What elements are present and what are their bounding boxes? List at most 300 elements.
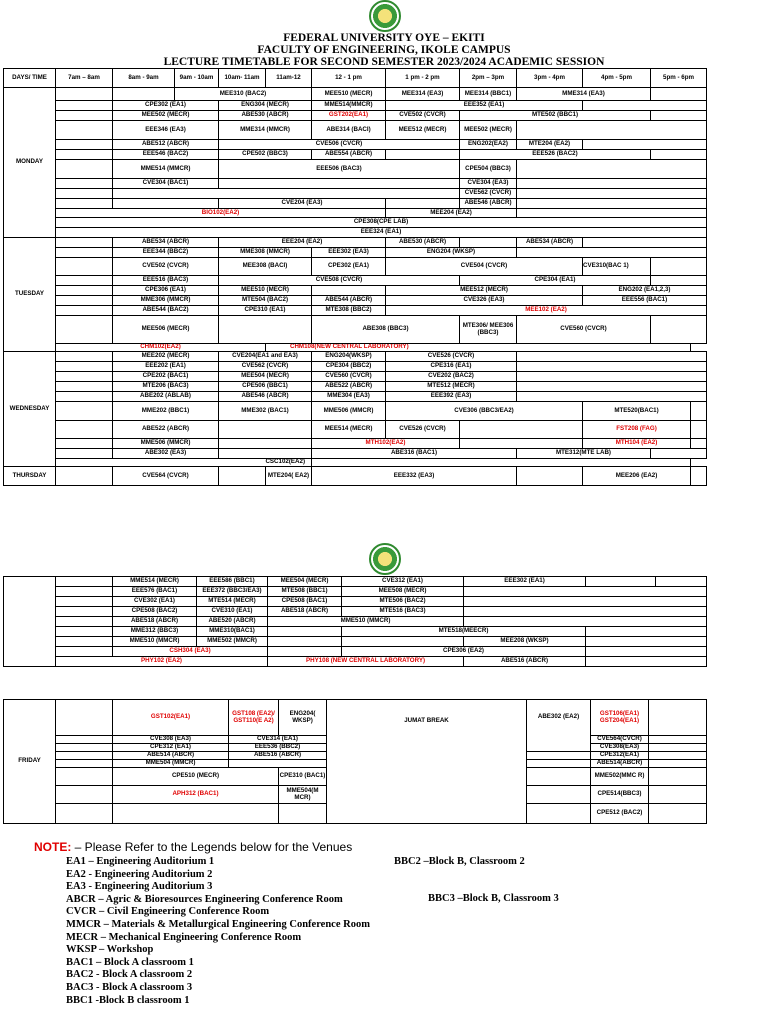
- empty-cell: [56, 402, 113, 421]
- cell: MTE514 (MECR): [197, 597, 268, 607]
- empty-cell: [656, 577, 707, 587]
- cell: MEE504 (MECR): [268, 577, 342, 587]
- cell: APH312 (BAC1): [113, 786, 279, 804]
- cell: CVE504 (CVCR): [386, 258, 583, 276]
- table-row: [4, 101, 707, 111]
- cell: MTE504 (BAC2): [219, 296, 312, 306]
- cell: MME312 (BBC3): [113, 627, 197, 637]
- cell: ABE546 (ABCR): [219, 392, 312, 402]
- empty-cell: [56, 121, 113, 140]
- cell: ENG202(EA2): [460, 140, 517, 150]
- university-logo: [369, 0, 401, 32]
- cell: MME504(M MCR): [279, 786, 327, 804]
- cell: CPE312 (EA1): [113, 744, 229, 752]
- table-row: [4, 362, 707, 372]
- empty-cell: [113, 189, 460, 199]
- legend-item: BAC2 - Block A classroom 2: [66, 969, 193, 981]
- col-header: 9am - 10am: [175, 69, 219, 88]
- cell: CVE308 (EA3): [113, 736, 229, 744]
- cell: EEE202 (EA1): [113, 362, 219, 372]
- day-label: FRIDAY: [4, 700, 56, 824]
- empty-cell: [517, 160, 707, 179]
- cell: MEE310 (BAC2): [175, 88, 312, 101]
- cell: CPE310 (EA1): [219, 306, 312, 316]
- col-header: 7am – 8am: [56, 69, 113, 88]
- table-row: [4, 276, 707, 286]
- timetable-thursday-cont: [3, 576, 707, 667]
- empty-cell: [113, 199, 219, 209]
- empty-cell: [342, 637, 464, 647]
- note-text: – Please Refer to the Legends below for the Venues: [71, 840, 353, 854]
- cell: CPE508 (BAC2): [113, 607, 197, 617]
- empty-cell: [56, 140, 113, 150]
- col-header: DAYS/ TIME: [4, 69, 56, 88]
- cell: EEE546 (BAC2): [113, 150, 219, 160]
- table-row: [4, 382, 707, 392]
- empty-cell: [649, 700, 707, 736]
- table-row: [4, 140, 707, 150]
- empty-cell: [464, 587, 707, 597]
- cell: CVE326 (EA3): [386, 296, 583, 306]
- empty-cell: [517, 248, 707, 258]
- empty-cell: [56, 752, 113, 760]
- empty-cell: [527, 804, 591, 824]
- empty-cell: [56, 700, 113, 736]
- cell: EEE302 (EA1): [464, 577, 586, 587]
- table-row: [4, 199, 707, 209]
- cell: CVE314 (EA1): [229, 736, 327, 744]
- table-row: [4, 657, 707, 667]
- empty-cell: [586, 657, 707, 667]
- empty-cell: [586, 647, 707, 657]
- legend-item: CVCR – Civil Engineering Conference Room: [66, 906, 270, 918]
- cell: MME514(MMCR): [312, 101, 386, 111]
- cell: CVE202 (BAC2): [386, 372, 517, 382]
- empty-cell: [527, 752, 591, 760]
- empty-cell: [517, 392, 707, 402]
- empty-cell: [691, 421, 707, 439]
- legend-item: MECR – Mechanical Engineering Conference Room: [66, 931, 302, 943]
- table-row: [4, 258, 707, 276]
- day-label: TUESDAY: [4, 238, 56, 352]
- cell: MME502 (MMCR): [197, 637, 268, 647]
- cell: EEE506 (BAC3): [219, 160, 460, 179]
- empty-cell: [651, 150, 707, 160]
- empty-cell: [219, 467, 266, 486]
- empty-cell: [56, 258, 113, 276]
- cell: MME302 (BAC1): [219, 402, 312, 421]
- cell: CPE302 (EA1): [312, 258, 386, 276]
- note: [34, 840, 352, 854]
- cell: CVE302 (EA1): [113, 597, 197, 607]
- cell: MEE514 (MECR): [312, 421, 386, 439]
- empty-cell: [56, 111, 113, 121]
- empty-cell: [56, 179, 113, 189]
- table-row: [4, 700, 707, 736]
- table-row: [4, 607, 707, 617]
- table-row: [4, 372, 707, 382]
- empty-cell: [386, 150, 460, 160]
- cell: MTE512 (MECR): [386, 382, 517, 392]
- legend-item: WKSP – Workshop: [66, 944, 154, 956]
- table-row: [4, 587, 707, 597]
- table-row: [4, 306, 707, 316]
- university-logo-2: [369, 543, 401, 575]
- cell: MME502(MMC R): [591, 768, 649, 786]
- cell: CVE506 (CVCR): [219, 140, 460, 150]
- empty-cell: [56, 150, 113, 160]
- cell: EEE586 (BBC1): [197, 577, 268, 587]
- cell: CVE312 (EA1): [342, 577, 464, 587]
- university-title: FEDERAL UNIVERSITY OYE – EKITI: [283, 32, 485, 44]
- cell: CPE312(EA1): [591, 752, 649, 760]
- empty-cell: [56, 577, 113, 587]
- cell: MEE102 (EA2): [386, 306, 707, 316]
- cell: MEE314 (BBC1): [460, 88, 517, 101]
- empty-cell: [651, 88, 707, 101]
- table-row: [4, 467, 707, 486]
- empty-cell: [56, 392, 113, 402]
- cell: MTE306/ MEE306 (BBC3): [460, 316, 517, 344]
- table-row: [4, 577, 707, 587]
- cell: MME310(BAC1): [197, 627, 268, 637]
- table-row: [4, 647, 707, 657]
- cell: ABE514 (ABCR): [113, 752, 229, 760]
- header-row: [4, 69, 707, 88]
- col-header: 11am-12: [266, 69, 312, 88]
- empty-cell: [229, 760, 327, 768]
- cell: ENG202 (EA1,2,3): [583, 286, 707, 296]
- cell: MTE312(MTE LAB): [517, 449, 651, 459]
- table-row: [4, 316, 707, 344]
- empty-cell: [517, 189, 707, 199]
- cell: GST108 (EA2)/ GST110(E A2): [229, 700, 279, 736]
- cell: CVE204 (EA3): [219, 199, 386, 209]
- col-header: 1 pm - 2 pm: [386, 69, 460, 88]
- legend-item: EA2 - Engineering Auditorium 2: [66, 868, 213, 880]
- empty-cell: [464, 597, 707, 607]
- cell: MTE516 (BAC3): [342, 607, 464, 617]
- cell: ABE316 (BAC1): [312, 449, 517, 459]
- legend-item: EA3 - Engineering Auditorium 3: [66, 881, 213, 893]
- empty-cell: [56, 372, 113, 382]
- empty-cell: [56, 248, 113, 258]
- col-header: 4pm - 5pm: [583, 69, 651, 88]
- cell: MEE208 (WKSP): [464, 637, 586, 647]
- cell: MME514 (MMCR): [113, 160, 219, 179]
- table-row: [4, 449, 707, 459]
- cell: CPE304 (BBC2): [312, 362, 386, 372]
- cell: CHM108(NEW CENTRAL LABORATORY): [266, 344, 691, 352]
- cell: MME304 (EA3): [312, 392, 386, 402]
- cell: CPE306 (EA1): [113, 286, 219, 296]
- cell: MEE314 (EA3): [386, 88, 460, 101]
- empty-cell: [56, 88, 113, 101]
- cell: EEE346 (EA3): [113, 121, 219, 140]
- cell: CPE310 (BAC1): [279, 768, 327, 786]
- cell: MME514 (MECR): [113, 577, 197, 587]
- cell: MTE506 (BAC2): [342, 597, 464, 607]
- cell: EEE526 (BAC2): [460, 150, 651, 160]
- session-title: LECTURE TIMETABLE FOR SECOND SEMESTER 2023/2024 ACADEMIC SESSION: [163, 56, 605, 68]
- cell: ABE546 (ABCR): [460, 199, 517, 209]
- cell: ENG204 (WKSP): [386, 248, 517, 258]
- empty-cell: [56, 421, 113, 439]
- jumat-break: JUMAT BREAK: [327, 700, 527, 824]
- timetable-friday: [3, 699, 707, 824]
- empty-cell: [56, 199, 113, 209]
- empty-cell: [219, 421, 312, 439]
- empty-cell: [527, 760, 591, 768]
- cell: PHY102 (EA2): [56, 657, 268, 667]
- faculty-title: FACULTY OF ENGINEERING, IKOLE CAMPUS: [257, 44, 511, 56]
- table-row: [4, 248, 707, 258]
- empty-cell: [651, 276, 707, 286]
- cell: MME510 (MMCR): [268, 617, 464, 627]
- cell: EEE576 (BAC1): [113, 587, 197, 597]
- cell: MEE512 (MECR): [386, 286, 583, 296]
- empty-cell: [517, 209, 707, 218]
- cell: MEE502 (MECR): [460, 121, 517, 140]
- empty-cell: [56, 101, 113, 111]
- cell: MEE510 (MECR): [219, 286, 312, 296]
- cell: MME314 (MMCR): [219, 121, 312, 140]
- empty-cell: [691, 439, 707, 449]
- cell: GST202(EA1): [312, 111, 386, 121]
- empty-cell: [113, 804, 279, 824]
- cell: CPE510 (MECR): [113, 768, 279, 786]
- cell: EEE536 (BBC2): [229, 744, 327, 752]
- table-row: [4, 218, 707, 228]
- cell: CPE514(BBC3): [591, 786, 649, 804]
- table-row: [4, 421, 707, 439]
- cell: MME306 (MMCR): [113, 296, 219, 306]
- empty-cell: [517, 199, 707, 209]
- cell: CPE504 (BBC3): [460, 160, 517, 179]
- empty-cell: [56, 647, 113, 657]
- table-row: [4, 392, 707, 402]
- cell: CSC102(EA2): [56, 459, 312, 467]
- cell: MEE204 (EA2): [386, 209, 517, 218]
- legend-item: BBC1 -Block B classroom 1: [66, 994, 190, 1006]
- empty-cell: [649, 752, 707, 760]
- cell: CVE306 (BBC3/EA2): [386, 402, 583, 421]
- cell: MTE520(BAC1): [583, 402, 691, 421]
- empty-cell: [583, 140, 707, 150]
- cell: ABE530 (ABCR): [386, 238, 460, 248]
- cell: MME504 (MMCR): [113, 760, 229, 768]
- empty-cell: [56, 627, 113, 637]
- cell: ABE202 (ABLAB): [113, 392, 219, 402]
- cell: EEE392 (EA3): [386, 392, 517, 402]
- cell: GST106(EA1) GST204(EA1): [591, 700, 649, 736]
- legend-item: ABCR – Agric & Bioresources Engineering Conference Room: [66, 893, 343, 905]
- cell: CVE508 (CVCR): [219, 276, 460, 286]
- empty-cell: [219, 316, 312, 344]
- empty-cell: [517, 121, 707, 140]
- empty-cell: [649, 786, 707, 804]
- empty-cell: [460, 238, 517, 248]
- cell: CPE506 (BBC1): [219, 382, 312, 392]
- cell: ABE518 (ABCR): [268, 607, 342, 617]
- cell: MME510 (MMCR): [113, 637, 197, 647]
- cell: ABE302 (EA2): [527, 700, 591, 752]
- empty-cell: [56, 736, 113, 744]
- cell: MTE508 (BBC1): [268, 587, 342, 597]
- empty-cell: [583, 238, 707, 248]
- empty-cell: [56, 439, 113, 449]
- day-label-blank: [4, 577, 56, 667]
- col-header: 2pm – 3pm: [460, 69, 517, 88]
- empty-cell: [56, 786, 113, 804]
- cell: ENG204(WKSP): [312, 352, 386, 362]
- cell: MTE518(MEECR): [342, 627, 586, 637]
- cell: MTE206 (BAC3): [113, 382, 219, 392]
- cell: EEE516 (BAC3): [113, 276, 219, 286]
- cell: ABE534 (ABCR): [113, 238, 219, 248]
- empty-cell: [460, 439, 583, 449]
- table-row: [4, 209, 707, 218]
- cell: EEE372 (BBC3/EA3): [197, 587, 268, 597]
- cell: ABE314 (BACI): [312, 121, 386, 140]
- empty-cell: [56, 286, 113, 296]
- table-row: [4, 228, 707, 238]
- empty-cell: [691, 467, 707, 486]
- cell: ABE514(ABCR): [591, 760, 649, 768]
- cell: ABE544 (ABCR): [312, 296, 386, 306]
- table-row: [4, 189, 707, 199]
- cell: CPE508 (BAC1): [268, 597, 342, 607]
- cell: MEE502 (MECR): [113, 111, 219, 121]
- note-label: NOTE:: [34, 840, 72, 854]
- table-row: [4, 286, 707, 296]
- empty-cell: [651, 449, 707, 459]
- empty-cell: [649, 736, 707, 744]
- cell: CVE526 (CVCR): [386, 421, 460, 439]
- cell: CPE502 (BBC3): [219, 150, 312, 160]
- empty-cell: [56, 382, 113, 392]
- empty-cell: [649, 768, 707, 786]
- table-row: [4, 627, 707, 637]
- empty-cell: [56, 238, 113, 248]
- timetable-main: [3, 68, 707, 486]
- empty-cell: [651, 316, 707, 344]
- cell: CPE316 (EA1): [386, 362, 517, 372]
- cell: CVE502 (CVCR): [113, 258, 219, 276]
- cell: ENG304 (MECR): [219, 101, 312, 111]
- empty-cell: [279, 804, 327, 824]
- empty-cell: [691, 402, 707, 421]
- empty-cell: [312, 459, 691, 467]
- empty-cell: [268, 647, 342, 657]
- empty-cell: [517, 352, 707, 362]
- table-row: [4, 238, 707, 248]
- cell: CVE564 (CVCR): [113, 467, 219, 486]
- cell: CPE308(CPE LAB): [56, 218, 707, 228]
- cell: GST102(EA1): [113, 700, 229, 736]
- cell: ABE516 (ABCR): [229, 752, 327, 760]
- empty-cell: [517, 372, 707, 382]
- cell: CVE560 (CVCR): [312, 372, 386, 382]
- cell: CHM102(EA2): [56, 344, 266, 352]
- table-row: [4, 617, 707, 627]
- cell: EEE324 (EA1): [56, 228, 707, 238]
- empty-cell: [527, 768, 591, 786]
- empty-cell: [219, 439, 312, 449]
- legend-item: EA1 – Engineering Auditorium 1: [66, 856, 215, 867]
- cell: MTE204 (EA2): [517, 140, 583, 150]
- empty-cell: [464, 607, 707, 617]
- empty-cell: [268, 627, 342, 637]
- table-row: [4, 597, 707, 607]
- cell: CPE304 (EA1): [460, 276, 651, 286]
- table-row: [4, 352, 707, 362]
- cell: MME506 (MMCR): [312, 402, 386, 421]
- table-row: [4, 344, 707, 352]
- empty-cell: [517, 467, 583, 486]
- empty-cell: [649, 804, 707, 824]
- cell: ABE302 (EA3): [113, 449, 219, 459]
- empty-cell: [56, 617, 113, 627]
- cell: MEE506 (MECR): [113, 316, 219, 344]
- cell: MME308 (MMCR): [219, 248, 312, 258]
- empty-cell: [651, 111, 707, 121]
- empty-cell: [56, 276, 113, 286]
- empty-cell: [517, 179, 707, 189]
- empty-cell: [56, 449, 113, 459]
- empty-cell: [56, 744, 113, 752]
- empty-cell: [56, 597, 113, 607]
- cell: MTE308 (BBC2): [312, 306, 386, 316]
- cell: ABE516 (ABCR): [464, 657, 586, 667]
- col-header: 12 - 1 pm: [312, 69, 386, 88]
- cell: PHY108 (NEW CENTRAL LABORATORY): [268, 657, 464, 667]
- cell: FST208 (FAG): [583, 421, 691, 439]
- cell: MME314 (EA3): [517, 88, 651, 101]
- empty-cell: [649, 760, 707, 768]
- cell: EEE204 (EA2): [219, 238, 386, 248]
- empty-cell: [56, 467, 113, 486]
- cell: ABE522 (ABCR): [312, 382, 386, 392]
- cell: ABE308 (BBC3): [312, 316, 460, 344]
- empty-cell: [56, 760, 113, 768]
- legend-item: BBC3 –Block B, Classroom 3: [428, 893, 559, 904]
- cell: CVE310(BAC 1): [583, 258, 651, 276]
- cell: MTH104 (EA2): [583, 439, 691, 449]
- cell: MTH102(EA2): [312, 439, 460, 449]
- table-row: [4, 179, 707, 189]
- day-label: WEDNESDAY: [4, 352, 56, 467]
- cell: ABE522 (ABCR): [113, 421, 219, 439]
- cell: CVE560 (CVCR): [517, 316, 651, 344]
- legend-item: BAC1 – Block A classroom 1: [66, 956, 194, 968]
- empty-cell: [56, 362, 113, 372]
- cell: CVE562 (CVCR): [460, 189, 517, 199]
- legend-item: BBC2 –Block B, Classroom 2: [394, 856, 525, 867]
- day-label: MONDAY: [4, 88, 56, 238]
- table-row: [4, 88, 707, 101]
- empty-cell: [56, 316, 113, 344]
- empty-cell: [460, 421, 583, 439]
- cell: EEE332 (EA3): [312, 467, 517, 486]
- col-header: 8am - 9am: [113, 69, 175, 88]
- table-row: [4, 439, 707, 449]
- cell: CVE310 (EA1): [197, 607, 268, 617]
- cell: CVE564(CVCR): [591, 736, 649, 744]
- legend-item: MMCR – Materials & Metallurgical Engineering Conference Room: [66, 918, 370, 930]
- empty-cell: [586, 627, 707, 637]
- empty-cell: [268, 637, 342, 647]
